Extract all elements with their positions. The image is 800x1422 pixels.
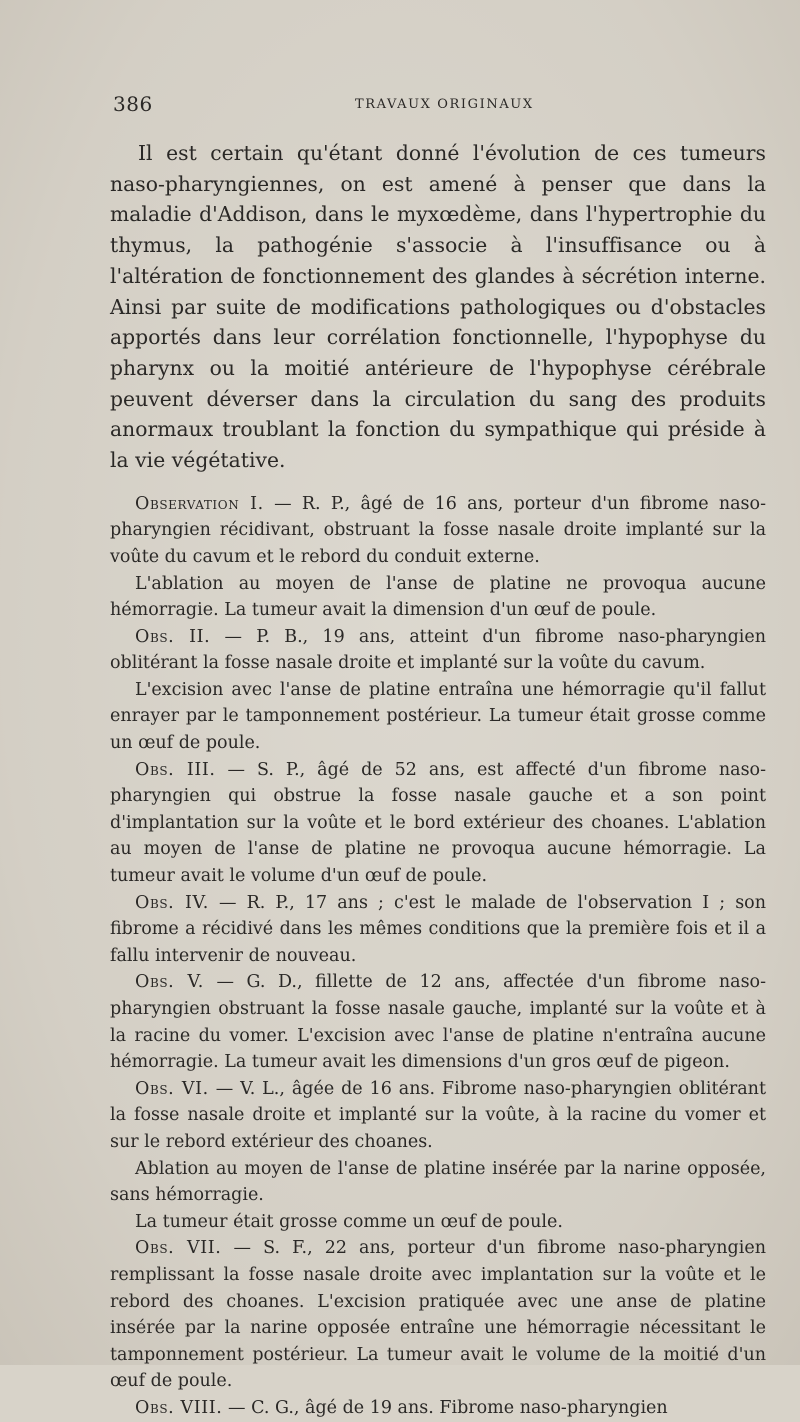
observation-paragraph <box>110 491 766 571</box>
page-number: 386 <box>113 92 153 116</box>
intro-section <box>110 138 766 476</box>
observation-text: — C. G., âgé de 19 ans. Fibrome naso-pharyngien <box>222 1397 668 1418</box>
observation-text: — S. F., 22 ans, porteur d'un fibrome naso-pharyngien remplissant la fosse nasale droite avec implantation sur la voûte et le rebord des choanes. L'excision pratiquée avec une anse de platine insérée par la narine opposée entraîne une hémorragie nécessitant le tamponnement postérieur. La tumeur avait le volume de la moitié d'un œuf de poule. <box>110 1238 766 1392</box>
observation-label: Obs. IV. <box>135 892 209 913</box>
observation-paragraph <box>110 677 766 757</box>
observation-label: Obs. III. <box>135 759 216 780</box>
observation-paragraph <box>110 757 766 890</box>
observation-paragraph <box>110 1395 766 1422</box>
observation-text: L'excision avec l'anse de platine entraîna une hémorragie qu'il fallut enrayer par le tamponnement postérieur. La tumeur était grosse comme un œuf de poule. <box>110 679 766 754</box>
body-text <box>110 138 766 1422</box>
running-title: TRAVAUX ORIGINAUX <box>355 97 534 112</box>
observation-text: — G. D., fillette de 12 ans, affectée d'un fibrome naso-pharyngien obstruant la fosse nasale gauche, implanté sur la voûte et à la racine du vomer. L'excision avec l'anse de platine n'entraîna aucune hémorragie. La tumeur avait les dimensions d'un gros œuf de pigeon. <box>110 972 767 1073</box>
observation-label: Obs. II. <box>135 626 211 647</box>
observations-list <box>110 491 766 1422</box>
observation-text: L'ablation au moyen de l'anse de platine ne provoqua aucune hémorragie. La tumeur avait la dimension d'un œuf de poule. <box>110 573 766 621</box>
observation-label: Observation I. <box>135 493 264 514</box>
observation-text: — V. L., âgée de 16 ans. Fibrome naso-pharyngien oblitérant la fosse nasale droite et implanté sur la voûte, à la racine du vomer et sur le rebord extérieur des choanes. <box>110 1078 766 1152</box>
observation-paragraph <box>110 890 766 970</box>
observation-text: — R. P., 17 ans ; c'est le malade de l'observation I ; son fibrome a récidivé dans les mêmes conditions que la première fois et il a fallu intervenir de nouveau. <box>110 892 766 966</box>
observation-paragraph <box>110 1235 766 1395</box>
observation-label: Obs. V. <box>135 972 204 993</box>
page-header <box>113 92 713 122</box>
observation-text: Ablation au moyen de l'anse de platine insérée par la narine opposée, sans hémorragie. <box>110 1158 766 1206</box>
observation-paragraph <box>110 624 766 677</box>
observation-label: Obs. VIII. <box>135 1397 223 1418</box>
observation-label: Obs. VI. <box>135 1078 209 1099</box>
intro-paragraph: Il est certain qu'étant donné l'évolution de ces tumeurs naso-pharyngiennes, on est amené à penser que dans la maladie d'Addison, dans le myxœdème, dans l'hypertrophie du thymus, la pathogénie s'associe à l'insuffisance ou à l'altération de fonctionnement des glandes à sécrétion interne. Ainsi par suite de modifications pathologiques ou d'obstacles apportés dans leur corrélation fonctionnelle, l'hypophyse du pharynx ou la moitié antérieure de l'hypophyse cérébrale peuvent déverser dans la circulation du sang des produits anormaux troublant la fonction du sympathique qui préside à la vie végétative. <box>110 141 766 473</box>
observation-paragraph <box>110 969 766 1075</box>
observation-paragraph <box>110 1076 766 1156</box>
observation-paragraph <box>110 1156 766 1209</box>
observation-label: Obs. VII. <box>135 1238 222 1259</box>
observation-text: La tumeur était grosse comme un œuf de poule. <box>135 1211 563 1232</box>
observation-paragraph <box>110 1209 766 1236</box>
observation-text: — R. P., âgé de 16 ans, porteur d'un fibrome naso-pharyngien récidivant, obstruant la fosse nasale droite implanté sur la voûte du cavum et le rebord du conduit externe. <box>110 493 766 567</box>
observation-paragraph <box>110 571 766 624</box>
observation-text: — S. P., âgé de 52 ans, est affecté d'un fibrome naso-pharyngien qui obstrue la fosse nasale gauche et a son point d'implantation sur la voûte et le bord extérieur des choanes. L'ablation au moyen de l'anse de platine ne provoqua aucune hémorragie. La tumeur avait le volume d'un œuf de poule. <box>110 759 766 887</box>
observation-text: — P. B., 19 ans, atteint d'un fibrome naso-pharyngien oblitérant la fosse nasale droite et implanté sur la voûte du cavum. <box>110 626 766 674</box>
